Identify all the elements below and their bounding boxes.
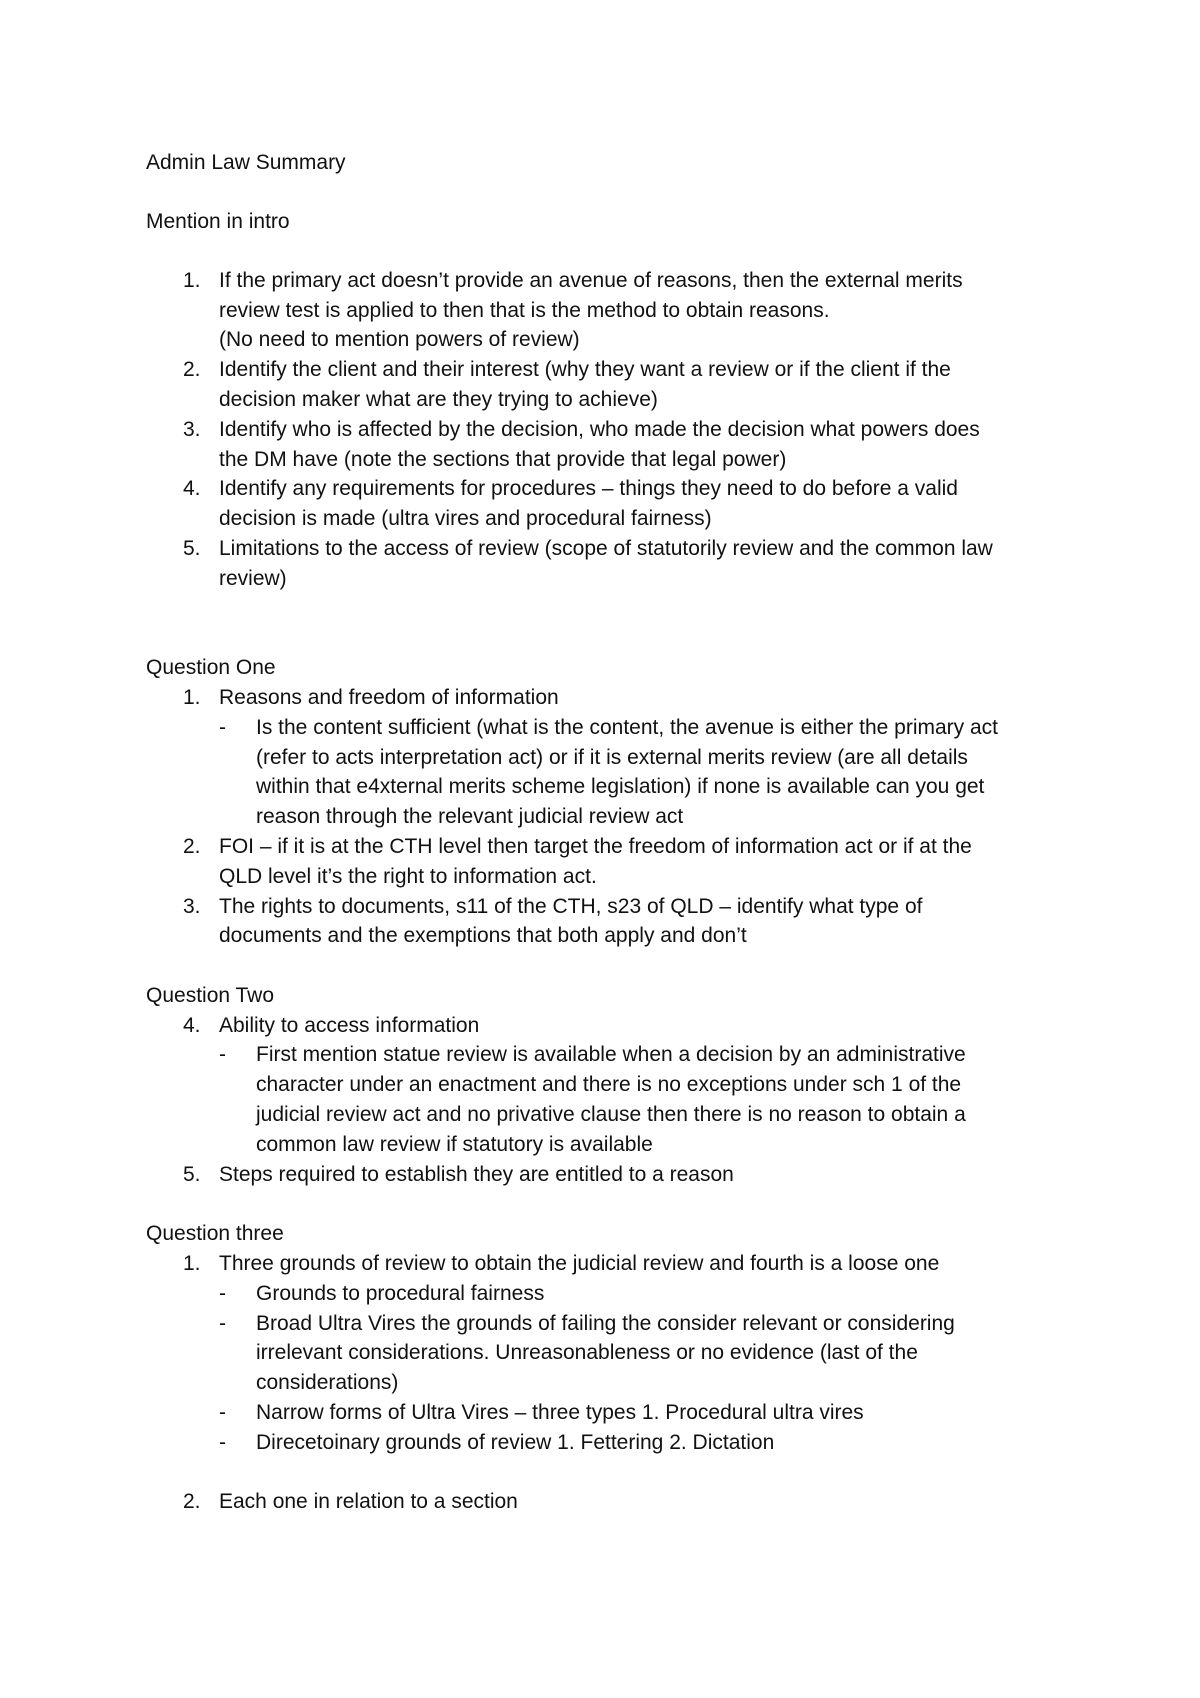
bullet-text: common law review if statutory is available <box>256 1133 653 1156</box>
list-item-text: Identify who is affected by the decision, who made the decision what powers does <box>219 418 980 441</box>
list-item-text: If the primary act doesn’t provide an avenue of reasons, then the external merits <box>219 269 963 292</box>
bullet-text: character under an enactment and there is no exceptions under sch 1 of the <box>256 1073 962 1096</box>
bullet-dash: - <box>219 1312 226 1335</box>
list-item-text: review) <box>219 567 287 590</box>
list-number: 2. <box>183 835 201 858</box>
list-item-text: Ability to access information <box>219 1014 480 1037</box>
bullet-text: Is the content sufficient (what is the content, the avenue is either the primary act <box>256 716 999 739</box>
bullet-text: Direcetoinary grounds of review 1. Fettering 2. Dictation <box>256 1431 775 1454</box>
bullet-text: Narrow forms of Ultra Vires – three types 1. Procedural ultra vires <box>256 1401 864 1424</box>
list-number: 4. <box>183 477 201 500</box>
list-item-text: decision is made (ultra vires and procedural fairness) <box>219 507 712 530</box>
list-number: 1. <box>183 1252 201 1275</box>
list-item-text: review test is applied to then that is the method to obtain reasons. <box>219 299 830 322</box>
list-item-text: (No need to mention powers of review) <box>219 328 580 351</box>
question-one-heading: Question One <box>146 656 276 679</box>
list-number: 5. <box>183 537 201 560</box>
list-item-text: QLD level it’s the right to information act. <box>219 865 597 888</box>
list-item-text: decision maker what are they trying to achieve) <box>219 388 658 411</box>
list-item-text: documents and the exemptions that both apply and don’t <box>219 924 747 947</box>
list-item-text: Identify any requirements for procedures – things they need to do before a valid <box>219 477 958 500</box>
bullet-text: judicial review act and no privative clause then there is no reason to obtain a <box>256 1103 966 1126</box>
question-two-heading: Question Two <box>146 984 275 1007</box>
bullet-dash: - <box>219 716 226 739</box>
bullet-dash: - <box>219 1043 226 1066</box>
list-item-text: The rights to documents, s11 of the CTH, s23 of QLD – identify what type of <box>219 895 923 918</box>
bullet-dash: - <box>219 1401 226 1424</box>
list-number: 2. <box>183 1490 201 1513</box>
list-item-text: the DM have (note the sections that provide that legal power) <box>219 448 787 471</box>
list-item-text: Each one in relation to a section <box>219 1490 518 1513</box>
document-title: Admin Law Summary <box>146 151 346 174</box>
list-item-text: Steps required to establish they are entitled to a reason <box>219 1163 734 1186</box>
list-number: 2. <box>183 358 201 381</box>
bullet-text: Broad Ultra Vires the grounds of failing the consider relevant or considering <box>256 1312 955 1335</box>
bullet-text: within that e4xternal merits scheme legislation) if none is available can you get <box>256 775 985 798</box>
intro-heading: Mention in intro <box>146 210 290 233</box>
question-three-heading: Question three <box>146 1222 284 1245</box>
bullet-dash: - <box>219 1431 226 1454</box>
list-number: 5. <box>183 1163 201 1186</box>
list-item-text: FOI – if it is at the CTH level then target the freedom of information act or if at the <box>219 835 972 858</box>
list-number: 1. <box>183 269 201 292</box>
bullet-text: Grounds to procedural fairness <box>256 1282 545 1305</box>
bullet-text: considerations) <box>256 1371 399 1394</box>
list-number: 3. <box>183 895 201 918</box>
list-number: 1. <box>183 686 201 709</box>
bullet-text: First mention statue review is available when a decision by an administrative <box>256 1043 966 1066</box>
list-item-text: Reasons and freedom of information <box>219 686 559 709</box>
bullet-text: irrelevant considerations. Unreasonableness or no evidence (last of the <box>256 1341 918 1364</box>
bullet-dash: - <box>219 1282 226 1305</box>
list-item-text: Identify the client and their interest (why they want a review or if the client if the <box>219 358 951 381</box>
bullet-text: (refer to acts interpretation act) or if it is external merits review (are all details <box>256 746 968 769</box>
list-number: 3. <box>183 418 201 441</box>
list-item-text: Limitations to the access of review (scope of statutorily review and the common law <box>219 537 993 560</box>
list-item-text: Three grounds of review to obtain the judicial review and fourth is a loose one <box>219 1252 940 1275</box>
list-number: 4. <box>183 1014 201 1037</box>
bullet-text: reason through the relevant judicial review act <box>256 805 684 828</box>
